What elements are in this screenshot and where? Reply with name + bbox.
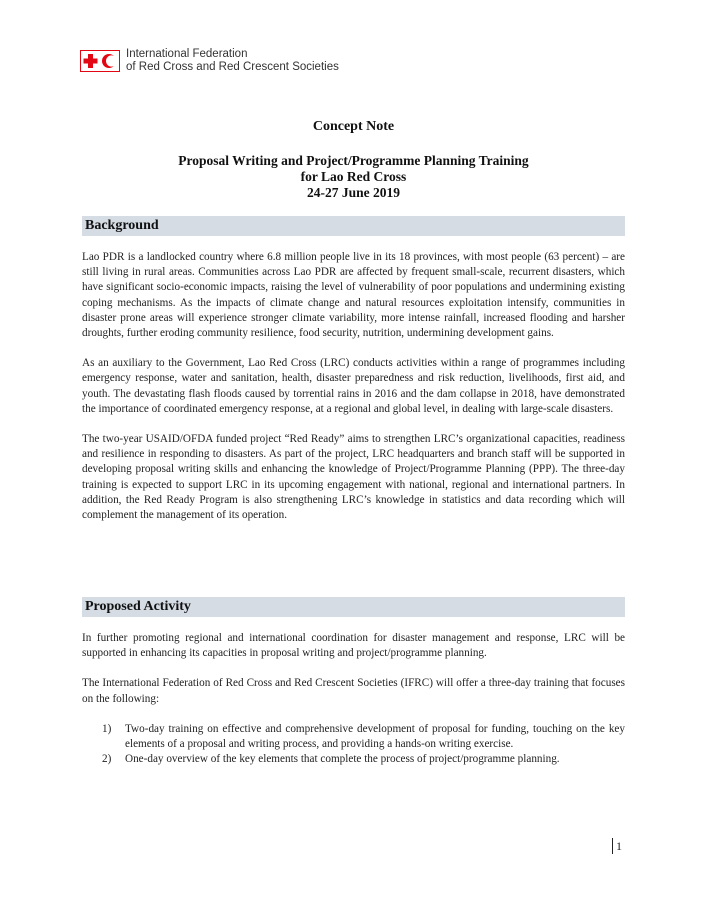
background-paragraph-1: Lao PDR is a landlocked country where 6.8 million people live in its 18 provinces, with most people (63 percent) – are still living in rural areas. Communities across Lao PDR are affected by frequent small-scale, recurrent disasters, which have significant socio-economic impacts, raising the level of vulnerability of poor populations and undermining existing coping mechanisms. As the impacts of climate change and natural resources exploitation intensify, communities in disaster prone areas will experience stronger climate variability, more intense rainfall, increased flooding and harsher droughts, further eroding community resilience, food security, nutrition, undermining development gains.	[82, 251, 625, 340]
proposed-activity-paragraph-2: The International Federation of Red Cross and Red Crescent Societies (IFRC) will offer a three-day training that focuses on the following:	[82, 677, 625, 705]
organization-name	[126, 48, 339, 74]
list-item-number: 2)	[102, 753, 112, 766]
background-paragraph-3: The two-year USAID/OFDA funded project “Red Ready” aims to strengthen LRC’s organizational capacities, readiness and resilience in responding to disasters. As part of the project, LRC headquarters and branch staff will be supported in developing proposal writing skills and enhancing the knowledge of Project/Programme Planning (PPP). The three-day training is expected to support LRC in its upcoming engagement with national, regional and international partners. In addition, the Red Ready Program is also strengthening LRC’s knowledge in statistics and data recording which will complement the management of its operation.	[82, 433, 625, 522]
background-section	[82, 216, 625, 523]
page-number: 1	[612, 838, 622, 854]
org-name-line1: International Federation	[126, 48, 248, 60]
document-type-title: Concept Note	[312, 119, 395, 134]
background-paragraph-2: As an auxiliary to the Government, Lao Red Cross (LRC) conducts activities within a range of programmes including emergency response, water and sanitation, health, disaster preparedness and risk reduction, livelihoods, first aid, and youth. The devastating flash floods caused by torrential rains in 2016 and the dam collapse in 2018, have demonstrated the importance of coordinated emergency response, at a regional and global level, in dealing with large-scale disasters.	[82, 357, 625, 415]
background-heading: Background	[82, 216, 625, 236]
org-name-line2: of Red Cross and Red Crescent Societies	[126, 61, 339, 73]
training-title-line1: Proposal Writing and Project/Programme Planning Training	[178, 153, 529, 168]
ifrc-logo	[80, 48, 339, 74]
training-dates: 24-27 June 2019	[306, 185, 400, 200]
list-item-text: Two-day training on effective and comprehensive development of proposal for funding, touching on the key elements of a proposal and writing process, and providing a hands-on writing exercise.	[125, 722, 625, 751]
title-block	[82, 118, 625, 201]
list-item	[102, 752, 625, 767]
training-focus-list	[82, 722, 625, 768]
training-title	[82, 153, 625, 201]
list-item	[102, 722, 625, 752]
proposed-activity-paragraph-1: In further promoting regional and international coordination for disaster management and response, LRC will be supported in enhancing its capacities in proposal writing and project/programme planning.	[82, 632, 625, 660]
proposed-activity-section	[82, 597, 625, 767]
proposed-activity-heading: Proposed Activity	[82, 597, 625, 617]
list-item-text: One-day overview of the key elements that complete the process of project/programme planning.	[125, 753, 560, 766]
red-cross-crescent-emblem-icon	[80, 50, 120, 72]
list-item-number: 1)	[102, 722, 112, 735]
training-title-line2: for Lao Red Cross	[300, 169, 407, 184]
